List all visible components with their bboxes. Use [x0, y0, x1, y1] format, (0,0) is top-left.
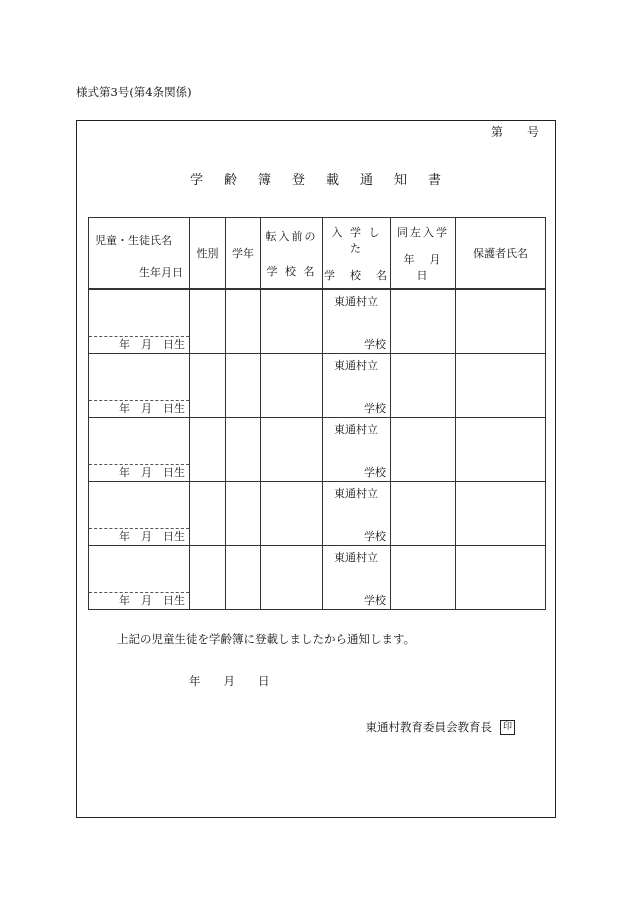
grade-cell[interactable]	[226, 482, 261, 546]
name-cell[interactable]	[89, 482, 190, 546]
entry-date-cell[interactable]	[391, 289, 456, 354]
sex-cell[interactable]	[190, 546, 226, 610]
name-cell[interactable]	[89, 418, 190, 482]
title-char: 登	[291, 173, 306, 188]
registry-table	[88, 217, 546, 610]
school-prefix: 東通村立	[334, 423, 378, 436]
header-grade: 学年	[226, 218, 261, 290]
guardian-cell[interactable]	[456, 482, 546, 546]
header-entered-school-line2: 学 校 名	[324, 268, 389, 282]
title-char: 学	[189, 173, 204, 188]
grade-cell[interactable]	[226, 354, 261, 418]
table-header-row	[89, 218, 546, 290]
birth-date-label: 年 月 日生	[119, 402, 185, 415]
document-title	[77, 169, 555, 188]
header-entry-date-line2: 年 月 日	[403, 252, 456, 282]
header-entered-school	[323, 218, 391, 290]
prev-school-cell[interactable]	[261, 354, 323, 418]
document-number: 第 号	[490, 125, 539, 139]
title-char: 簿	[257, 173, 272, 188]
table-row	[89, 289, 546, 354]
name-cell[interactable]	[89, 354, 190, 418]
header-prev-school	[261, 218, 323, 290]
sex-cell[interactable]	[190, 418, 226, 482]
prev-school-cell[interactable]	[261, 546, 323, 610]
title-char: 書	[428, 173, 443, 188]
prev-school-cell[interactable]	[261, 418, 323, 482]
notice-date: 年 月 日	[189, 674, 270, 688]
school-suffix: 学校	[364, 466, 386, 479]
header-birth-label: 生年月日	[139, 266, 183, 279]
form-number-label: 様式第3号(第4条関係)	[76, 85, 192, 99]
header-guardian: 保護者氏名	[456, 218, 546, 290]
header-name	[89, 218, 190, 290]
birth-date-label: 年 月 日生	[119, 466, 185, 479]
name-cell[interactable]	[89, 289, 190, 354]
header-prev-school-line2: 学 校 名	[266, 264, 317, 278]
title-char: 通	[360, 173, 375, 188]
title-char: 知	[394, 173, 409, 188]
signer-title: 東通村教育委員会教育長	[365, 720, 492, 734]
school-suffix: 学校	[364, 402, 386, 415]
header-entry-date	[391, 218, 456, 290]
school-prefix: 東通村立	[334, 295, 378, 308]
entry-date-cell[interactable]	[391, 482, 456, 546]
birth-date-label: 年 月 日生	[119, 594, 185, 607]
name-cell[interactable]	[89, 546, 190, 610]
form-frame	[76, 120, 556, 818]
title-char: 齢	[223, 173, 238, 188]
header-name-label: 児童・生徒氏名	[95, 234, 172, 247]
school-suffix: 学校	[364, 594, 386, 607]
sex-cell[interactable]	[190, 289, 226, 354]
guardian-cell[interactable]	[456, 418, 546, 482]
table-row	[89, 546, 546, 610]
entered-school-cell[interactable]	[323, 418, 391, 482]
school-prefix: 東通村立	[334, 359, 378, 372]
school-prefix: 東通村立	[334, 487, 378, 500]
notice-text: 上記の児童生徒を学齢簿に登載しましたから通知します。	[117, 632, 416, 646]
guardian-cell[interactable]	[456, 289, 546, 354]
entered-school-cell[interactable]	[323, 354, 391, 418]
entered-school-cell[interactable]	[323, 546, 391, 610]
entry-date-cell[interactable]	[391, 354, 456, 418]
table-row	[89, 418, 546, 482]
guardian-cell[interactable]	[456, 546, 546, 610]
table-row	[89, 354, 546, 418]
guardian-cell[interactable]	[456, 354, 546, 418]
signer-block	[366, 719, 516, 735]
entry-date-cell[interactable]	[391, 546, 456, 610]
header-entry-date-line1: 同左入学	[397, 225, 449, 239]
title-char: 載	[326, 173, 341, 188]
header-prev-school-line1: 転入前の	[265, 229, 318, 243]
grade-cell[interactable]	[226, 289, 261, 354]
grade-cell[interactable]	[226, 546, 261, 610]
table-row	[89, 482, 546, 546]
birth-date-label: 年 月 日生	[119, 338, 185, 351]
entry-date-cell[interactable]	[391, 418, 456, 482]
prev-school-cell[interactable]	[261, 482, 323, 546]
grade-cell[interactable]	[226, 418, 261, 482]
prev-school-cell[interactable]	[261, 289, 323, 354]
header-entered-school-line1: 入 学 し た	[331, 225, 382, 255]
school-suffix: 学校	[364, 338, 386, 351]
school-suffix: 学校	[364, 530, 386, 543]
school-prefix: 東通村立	[334, 551, 378, 564]
entered-school-cell[interactable]	[323, 482, 391, 546]
birth-date-label: 年 月 日生	[119, 530, 185, 543]
header-sex: 性別	[190, 218, 226, 290]
seal-stamp-icon: 印	[500, 720, 515, 735]
entered-school-cell[interactable]	[323, 289, 391, 354]
sex-cell[interactable]	[190, 482, 226, 546]
sex-cell[interactable]	[190, 354, 226, 418]
